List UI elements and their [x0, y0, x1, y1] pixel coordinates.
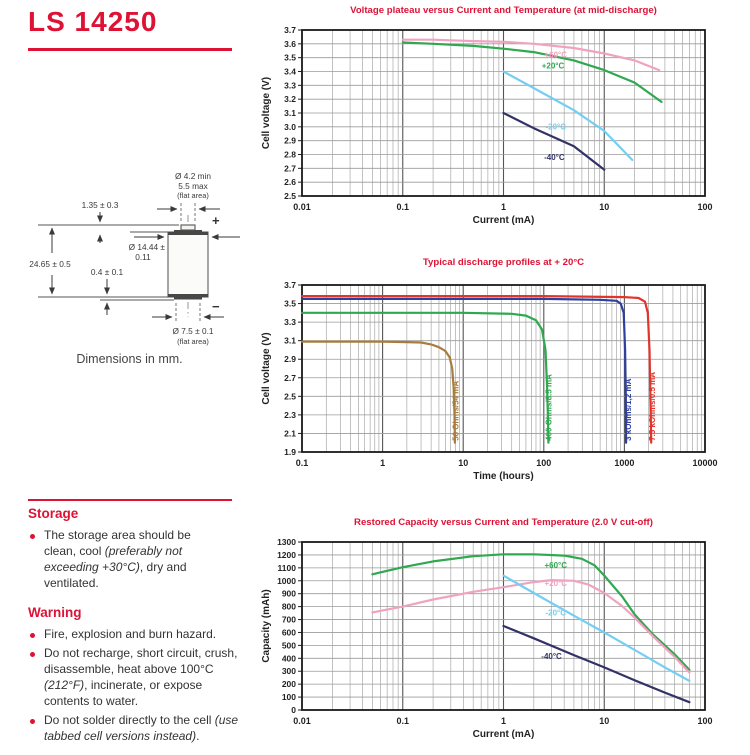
storage-item-text: The storage area should be clean, cool: [44, 528, 191, 558]
chart-title: Typical discharge profiles at + 20°C: [422, 257, 585, 268]
curve-label: 3 kOhms/1,2 mA: [623, 378, 633, 441]
y-tick-label: 3.0: [284, 121, 296, 132]
y-tick-label: 300: [281, 666, 296, 677]
y-tick-label: 2.1: [284, 428, 296, 439]
y-tick-label: 3.1: [284, 335, 296, 346]
y-tick-label: 100: [281, 692, 296, 703]
y-tick-label: 2.9: [284, 135, 296, 146]
dim-bottom-diameter-1: Ø 7.5 ± 0.1: [172, 326, 214, 336]
x-tick-label: 10: [599, 202, 610, 212]
y-tick-label: 1000: [277, 575, 296, 586]
minus-sign: −: [212, 299, 220, 314]
dim-top-diameter-2: 5.5 max: [178, 181, 208, 191]
warning-item-1: [28, 627, 246, 643]
y-tick-label: 3.5: [284, 52, 296, 63]
y-tick-label: 3.5: [284, 298, 296, 309]
curve-label: +60°C: [544, 560, 568, 570]
y-tick-label: 2.6: [284, 177, 296, 188]
y-tick-label: 600: [281, 627, 296, 638]
y-axis-label: Cell voltage (V): [261, 76, 272, 150]
section-rule: [28, 499, 232, 501]
x-axis-label: Current (mA): [472, 729, 535, 740]
x-tick-label: 0.01: [293, 202, 311, 212]
x-tick-label: 1: [380, 458, 386, 468]
y-tick-label: 900: [281, 588, 296, 599]
dim-top-diameter-3: (flat area): [177, 191, 209, 200]
warning-list: [28, 627, 246, 745]
warning-item-2: [28, 646, 246, 710]
battery-cell-outline: [168, 225, 208, 300]
x-tick-label: 0.1: [396, 716, 410, 726]
x-tick-label: 0.1: [396, 202, 410, 212]
y-tick-label: 2.9: [284, 354, 296, 365]
y-tick-label: 400: [281, 653, 296, 664]
dim-bottom-step: 0.4 ± 0.1: [90, 267, 124, 277]
x-tick-label: 0.1: [295, 458, 309, 468]
curve-label: -40°C: [544, 153, 565, 163]
warning-heading: Warning: [28, 604, 82, 620]
y-tick-label: 2.8: [284, 149, 296, 160]
curve-label: +60°C: [544, 50, 568, 60]
storage-item-italic: (preferably not exceeding +30°C): [44, 543, 183, 574]
series--20°C: [504, 72, 633, 161]
x-tick-label: 1000: [614, 458, 635, 468]
diagram-caption: Dimensions in mm.: [76, 352, 183, 366]
curve-label: +20°C: [541, 61, 565, 71]
y-tick-label: 3.1: [284, 108, 296, 118]
y-tick-label: 0: [291, 705, 296, 715]
dim-body-diameter-1: Ø 14.44 ±: [128, 242, 165, 252]
y-tick-label: 800: [281, 601, 296, 612]
battery-diagram-svg: [12, 165, 247, 350]
series-+60°C: [372, 554, 689, 670]
dim-total-height: 24.65 ± 0.5: [29, 259, 71, 269]
bottom-flat-area: [174, 297, 202, 300]
text-column: [28, 506, 246, 747]
series--40°C: [504, 626, 690, 702]
warning-item-3-text-2: .: [196, 728, 200, 743]
x-tick-label: 10: [458, 458, 469, 468]
positive-terminal-pip: [181, 225, 195, 230]
y-tick-label: 2.7: [284, 163, 296, 174]
curve-label: -20°C: [545, 608, 567, 618]
series-7.5 kOhms/0.5 mA: [302, 296, 651, 443]
storage-list: [28, 528, 246, 592]
y-tick-label: 3.4: [284, 66, 296, 77]
chart-discharge-profiles-plot: [255, 252, 750, 502]
warning-item-1-text: Fire, explosion and burn hazard.: [44, 626, 217, 641]
y-tick-label: 1300: [277, 537, 296, 547]
x-tick-label: 0.01: [293, 716, 311, 726]
series-56 Ohms/54 mA: [302, 342, 455, 443]
y-tick-label: 700: [281, 614, 296, 625]
y-tick-label: 2.7: [284, 372, 296, 383]
storage-item: [28, 528, 222, 592]
plus-sign: +: [212, 213, 220, 228]
chart-restored-capacity: [255, 512, 750, 750]
storage-item-text-2: , dry and ventilated.: [44, 559, 187, 590]
curve-label: -40°C: [541, 651, 562, 661]
series-+20°C: [403, 43, 662, 102]
y-tick-label: 2.5: [284, 191, 296, 201]
y-axis-label: Cell voltage (V): [261, 332, 272, 405]
chart-title: Voltage plateau versus Current and Temperature (at mid-discharge): [350, 5, 657, 16]
x-tick-label: 10000: [692, 458, 718, 468]
y-tick-label: 3.3: [284, 80, 296, 91]
x-tick-label: 10: [599, 716, 610, 726]
dim-pip-height: 1.35 ± 0.3: [81, 200, 119, 210]
curve-label: +20°C: [544, 578, 568, 588]
y-tick-label: 200: [281, 679, 296, 690]
x-tick-label: 100: [697, 202, 713, 212]
chart-restored-capacity-plot: [255, 512, 750, 750]
x-tick-label: 1: [500, 202, 507, 212]
x-tick-label: 1: [500, 716, 507, 726]
warning-item-2-italic: (212°F): [44, 677, 85, 692]
chart-voltage-plateau: [255, 0, 750, 250]
x-axis-label: Time (hours): [473, 471, 534, 482]
y-tick-label: 3.3: [284, 317, 296, 328]
y-tick-label: 3.7: [284, 25, 296, 35]
y-tick-label: 500: [281, 640, 296, 651]
y-tick-label: 1.9: [284, 447, 296, 457]
warning-item-3: [28, 713, 246, 745]
warning-item-2-text-2: , incinerate, or expose contents to water.: [44, 677, 203, 708]
y-tick-label: 2.3: [284, 409, 296, 420]
warning-item-2-text: Do not recharge, short circuit, crush, disassemble, heat above 100°C: [44, 645, 238, 676]
y-tick-label: 3.6: [284, 38, 296, 49]
warning-item-3-text: Do not solder directly to the cell: [44, 712, 215, 727]
y-tick-label: 1200: [277, 549, 296, 560]
curve-label: -20°C: [545, 122, 567, 132]
y-tick-label: 3.7: [284, 280, 296, 290]
chart-voltage-plateau-plot: [255, 0, 750, 250]
y-tick-label: 1100: [277, 562, 296, 573]
y-tick-label: 2.5: [284, 391, 296, 402]
x-tick-label: 100: [536, 458, 552, 468]
warning-item-3-italic: (use tabbed cell versions instead): [44, 712, 239, 743]
dim-top-diameter-1: Ø 4.2 min: [175, 171, 211, 181]
curve-label: 56 Ohms/54 mA: [451, 380, 461, 441]
dim-body-diameter-2: 0.11: [135, 252, 151, 262]
curve-label: 400 Ohms/8.5 mA: [544, 374, 554, 441]
y-axis-label: Capacity (mAh): [261, 589, 272, 663]
chart-discharge-profiles: [255, 252, 750, 502]
x-tick-label: 100: [697, 716, 713, 726]
page-title: LS 14250: [28, 6, 158, 37]
storage-heading: Storage: [28, 506, 79, 521]
y-tick-label: 3.2: [284, 94, 296, 105]
x-axis-label: Current (mA): [472, 215, 535, 226]
battery-dimensions-diagram: [12, 165, 247, 350]
chart-title: Restored Capacity versus Current and Temperature (2.0 V cut-off): [354, 517, 653, 528]
plot-frame: [302, 285, 705, 452]
title-rule: [28, 48, 232, 51]
curve-label: 7.5 kOhms/0.5 mA: [648, 371, 658, 441]
dim-bottom-diameter-2: (flat area): [177, 337, 209, 346]
